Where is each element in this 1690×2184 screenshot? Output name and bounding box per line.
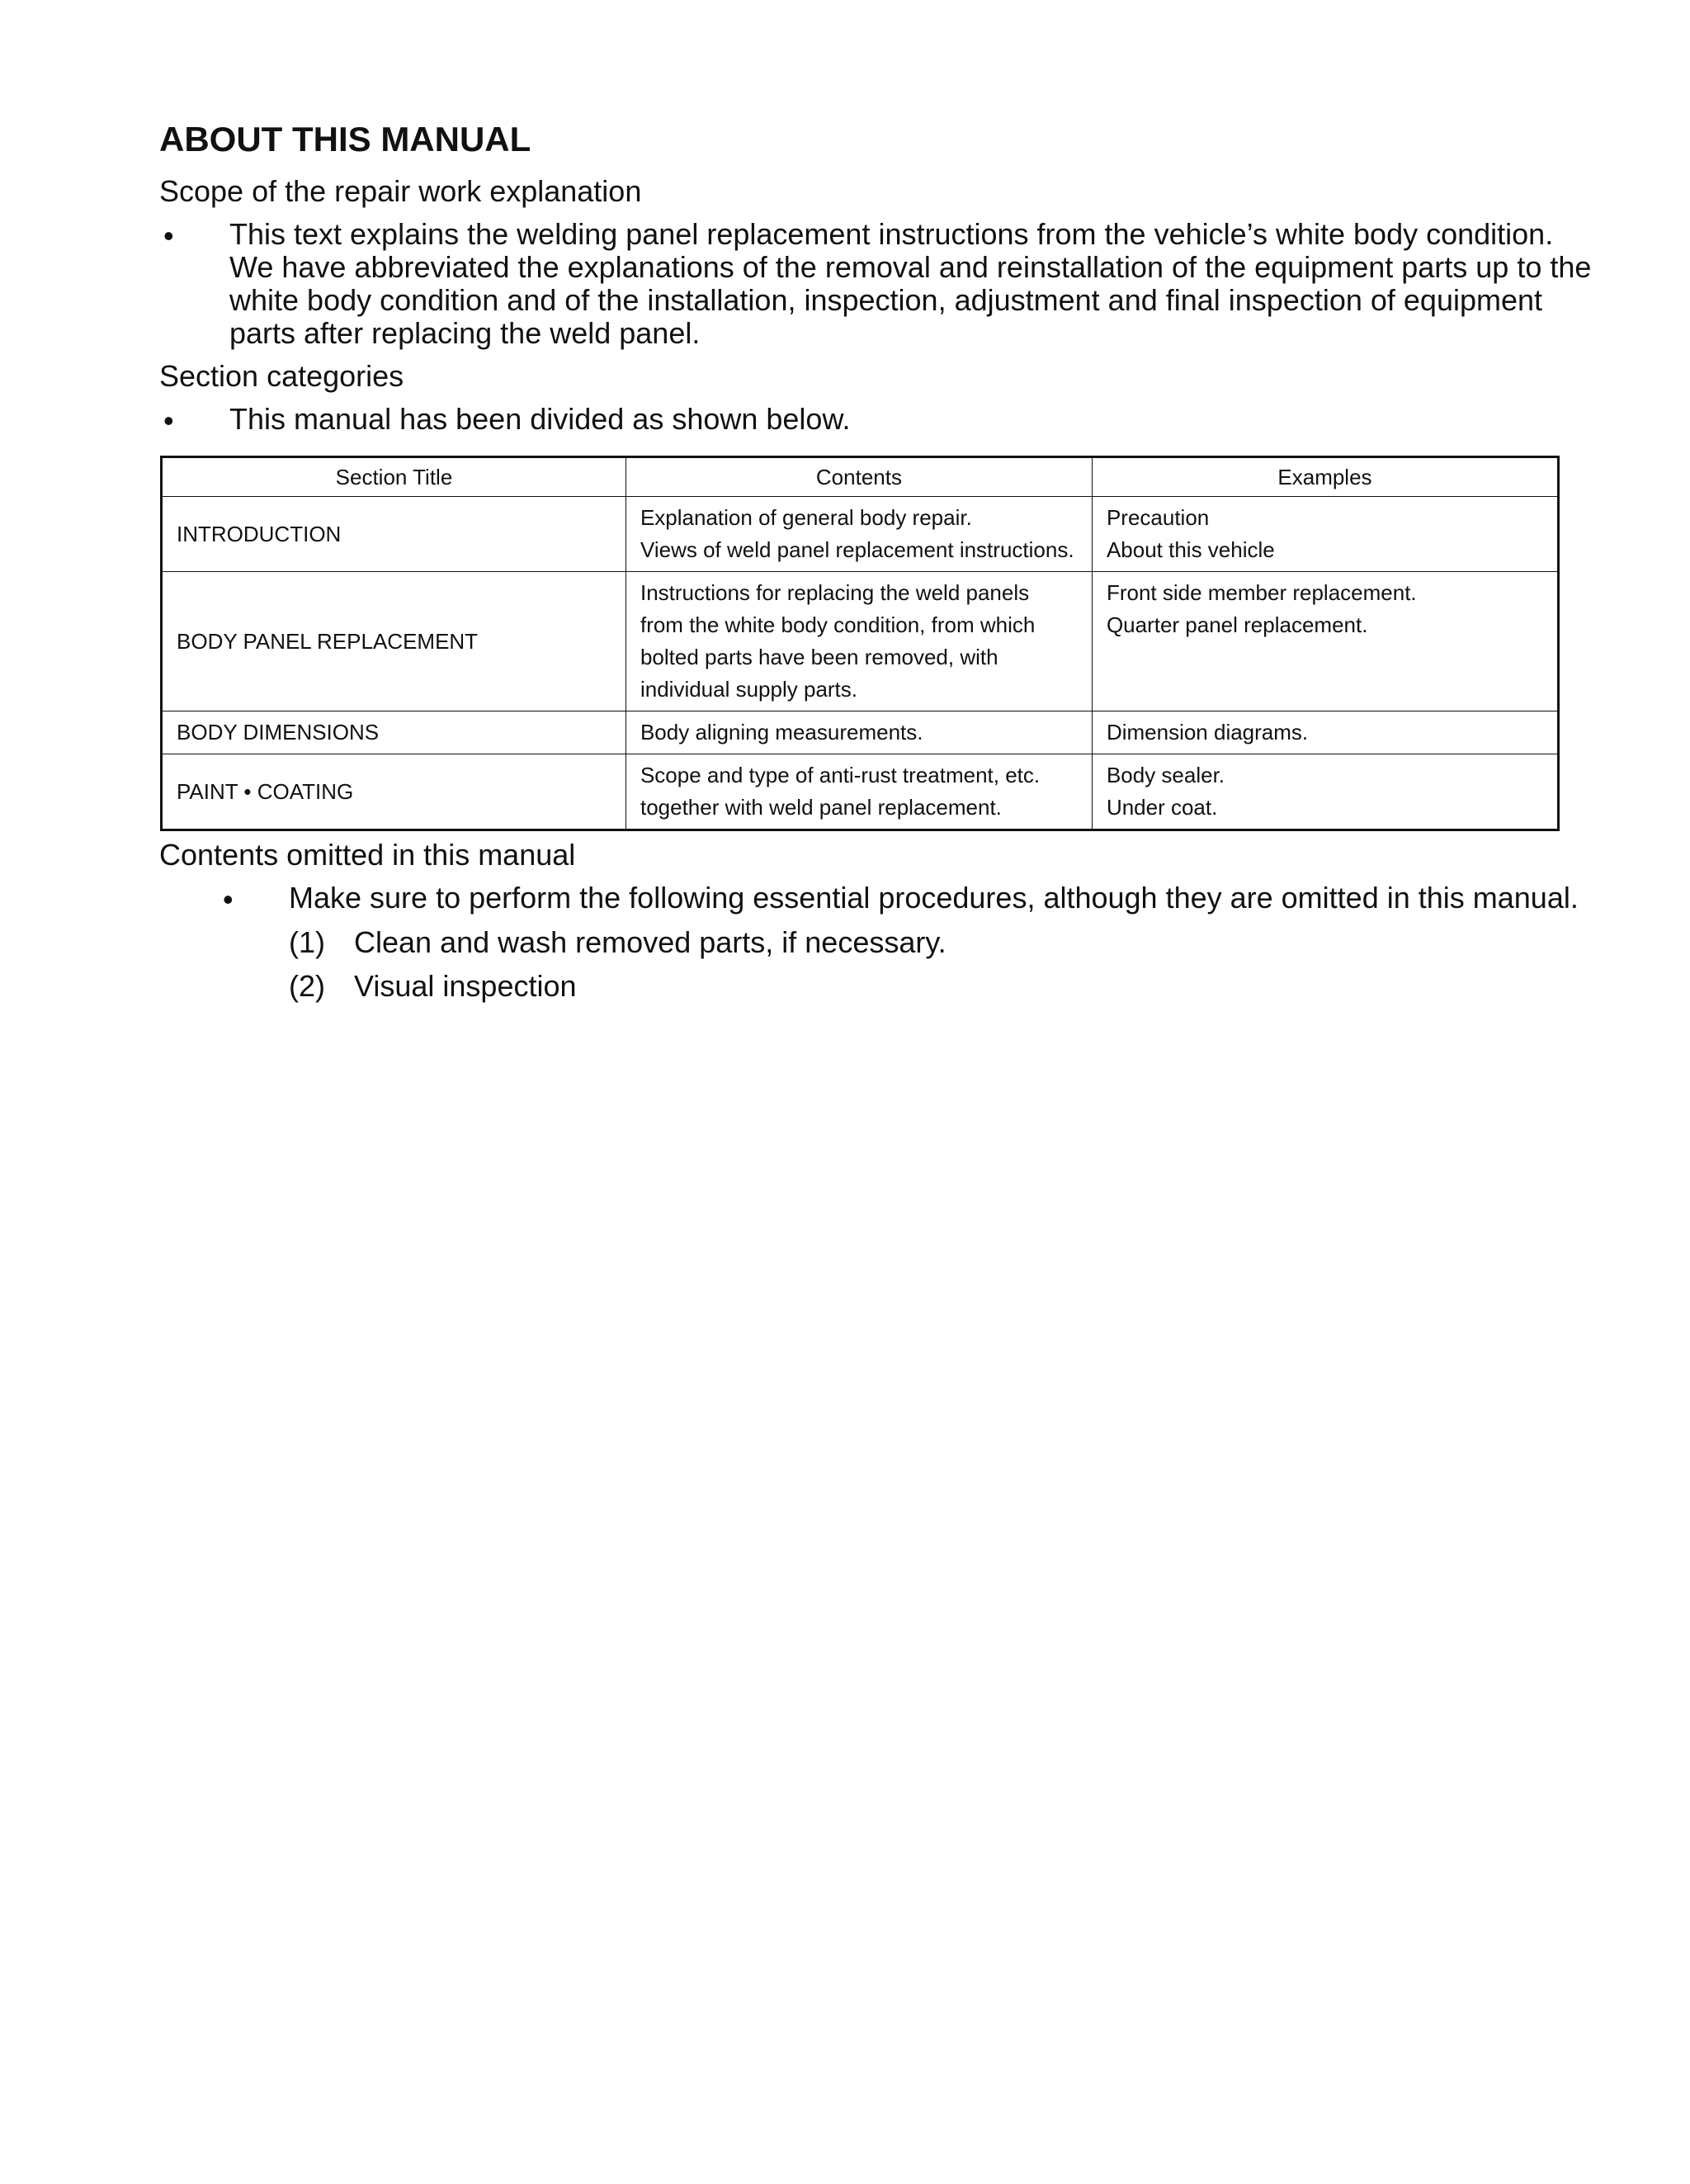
contents-cell <box>625 711 1092 754</box>
item-number: (1) <box>289 925 325 959</box>
section-title-cell: BODY DIMENSIONS <box>162 711 626 754</box>
examples-cell <box>1092 497 1558 572</box>
contents-cell <box>625 497 1092 572</box>
examples-line: Under coat. <box>1106 795 1218 820</box>
examples-line: Dimension diagrams. <box>1106 720 1309 745</box>
table-row <box>162 497 1559 572</box>
table-row <box>162 711 1559 754</box>
scope-paragraph <box>229 217 1592 350</box>
categories-text: This manual has been divided as shown below. <box>229 402 851 436</box>
table-header-row <box>162 457 1559 497</box>
contents-line: bolted parts have been removed, with <box>640 645 998 669</box>
scope-line: We have abbreviated the explanations of the removal and reinstallation of the equipment parts up to the <box>229 250 1592 284</box>
section-title-cell: PAINT • COATING <box>162 754 626 830</box>
scope-line: parts after replacing the weld panel. <box>229 316 701 350</box>
column-header-contents: Contents <box>625 457 1092 497</box>
examples-cell <box>1092 572 1558 711</box>
omitted-text: Make sure to perform the following essential procedures, although they are omitted in this manual. <box>289 881 1579 915</box>
contents-line: individual supply parts. <box>640 677 858 702</box>
categories-heading: Section categories <box>159 359 404 393</box>
contents-line: Scope and type of anti-rust treatment, etc. <box>640 763 1041 787</box>
sections-table <box>160 456 1560 831</box>
contents-line: Body aligning measurements. <box>640 720 923 745</box>
omitted-bullet: • <box>223 882 234 916</box>
contents-cell <box>625 754 1092 830</box>
contents-line: Views of weld panel replacement instructions. <box>640 537 1074 562</box>
examples-line: Precaution <box>1106 505 1210 530</box>
page-title: ABOUT THIS MANUAL <box>159 120 531 158</box>
table-row <box>162 754 1559 830</box>
item-number: (2) <box>289 969 325 1003</box>
scope-bullet: • <box>163 219 174 253</box>
scope-line: This text explains the welding panel replacement instructions from the vehicle’s white body condition. <box>229 217 1554 251</box>
omitted-heading: Contents omitted in this manual <box>159 838 576 872</box>
contents-line: together with weld panel replacement. <box>640 795 1002 820</box>
scope-heading: Scope of the repair work explanation <box>159 174 642 208</box>
categories-bullet: • <box>163 404 174 437</box>
contents-line: Instructions for replacing the weld panels <box>640 580 1030 605</box>
contents-line: from the white body condition, from which <box>640 612 1036 637</box>
table-row <box>162 572 1559 711</box>
scope-line: white body condition and of the installation, inspection, adjustment and final inspection of equipment <box>229 283 1543 317</box>
examples-line: Quarter panel replacement. <box>1106 612 1368 637</box>
contents-cell <box>625 572 1092 711</box>
section-title-cell: BODY PANEL REPLACEMENT <box>162 572 626 711</box>
examples-line: Body sealer. <box>1106 763 1225 787</box>
contents-line: Explanation of general body repair. <box>640 505 972 530</box>
examples-cell <box>1092 711 1558 754</box>
column-header-section-title: Section Title <box>162 457 626 497</box>
section-title-cell: INTRODUCTION <box>162 497 626 572</box>
examples-line: About this vehicle <box>1106 537 1275 562</box>
examples-cell <box>1092 754 1558 830</box>
examples-line: Front side member replacement. <box>1106 580 1417 605</box>
column-header-examples: Examples <box>1092 457 1558 497</box>
item-text: Clean and wash removed parts, if necessary. <box>354 925 946 959</box>
item-text: Visual inspection <box>354 969 577 1003</box>
